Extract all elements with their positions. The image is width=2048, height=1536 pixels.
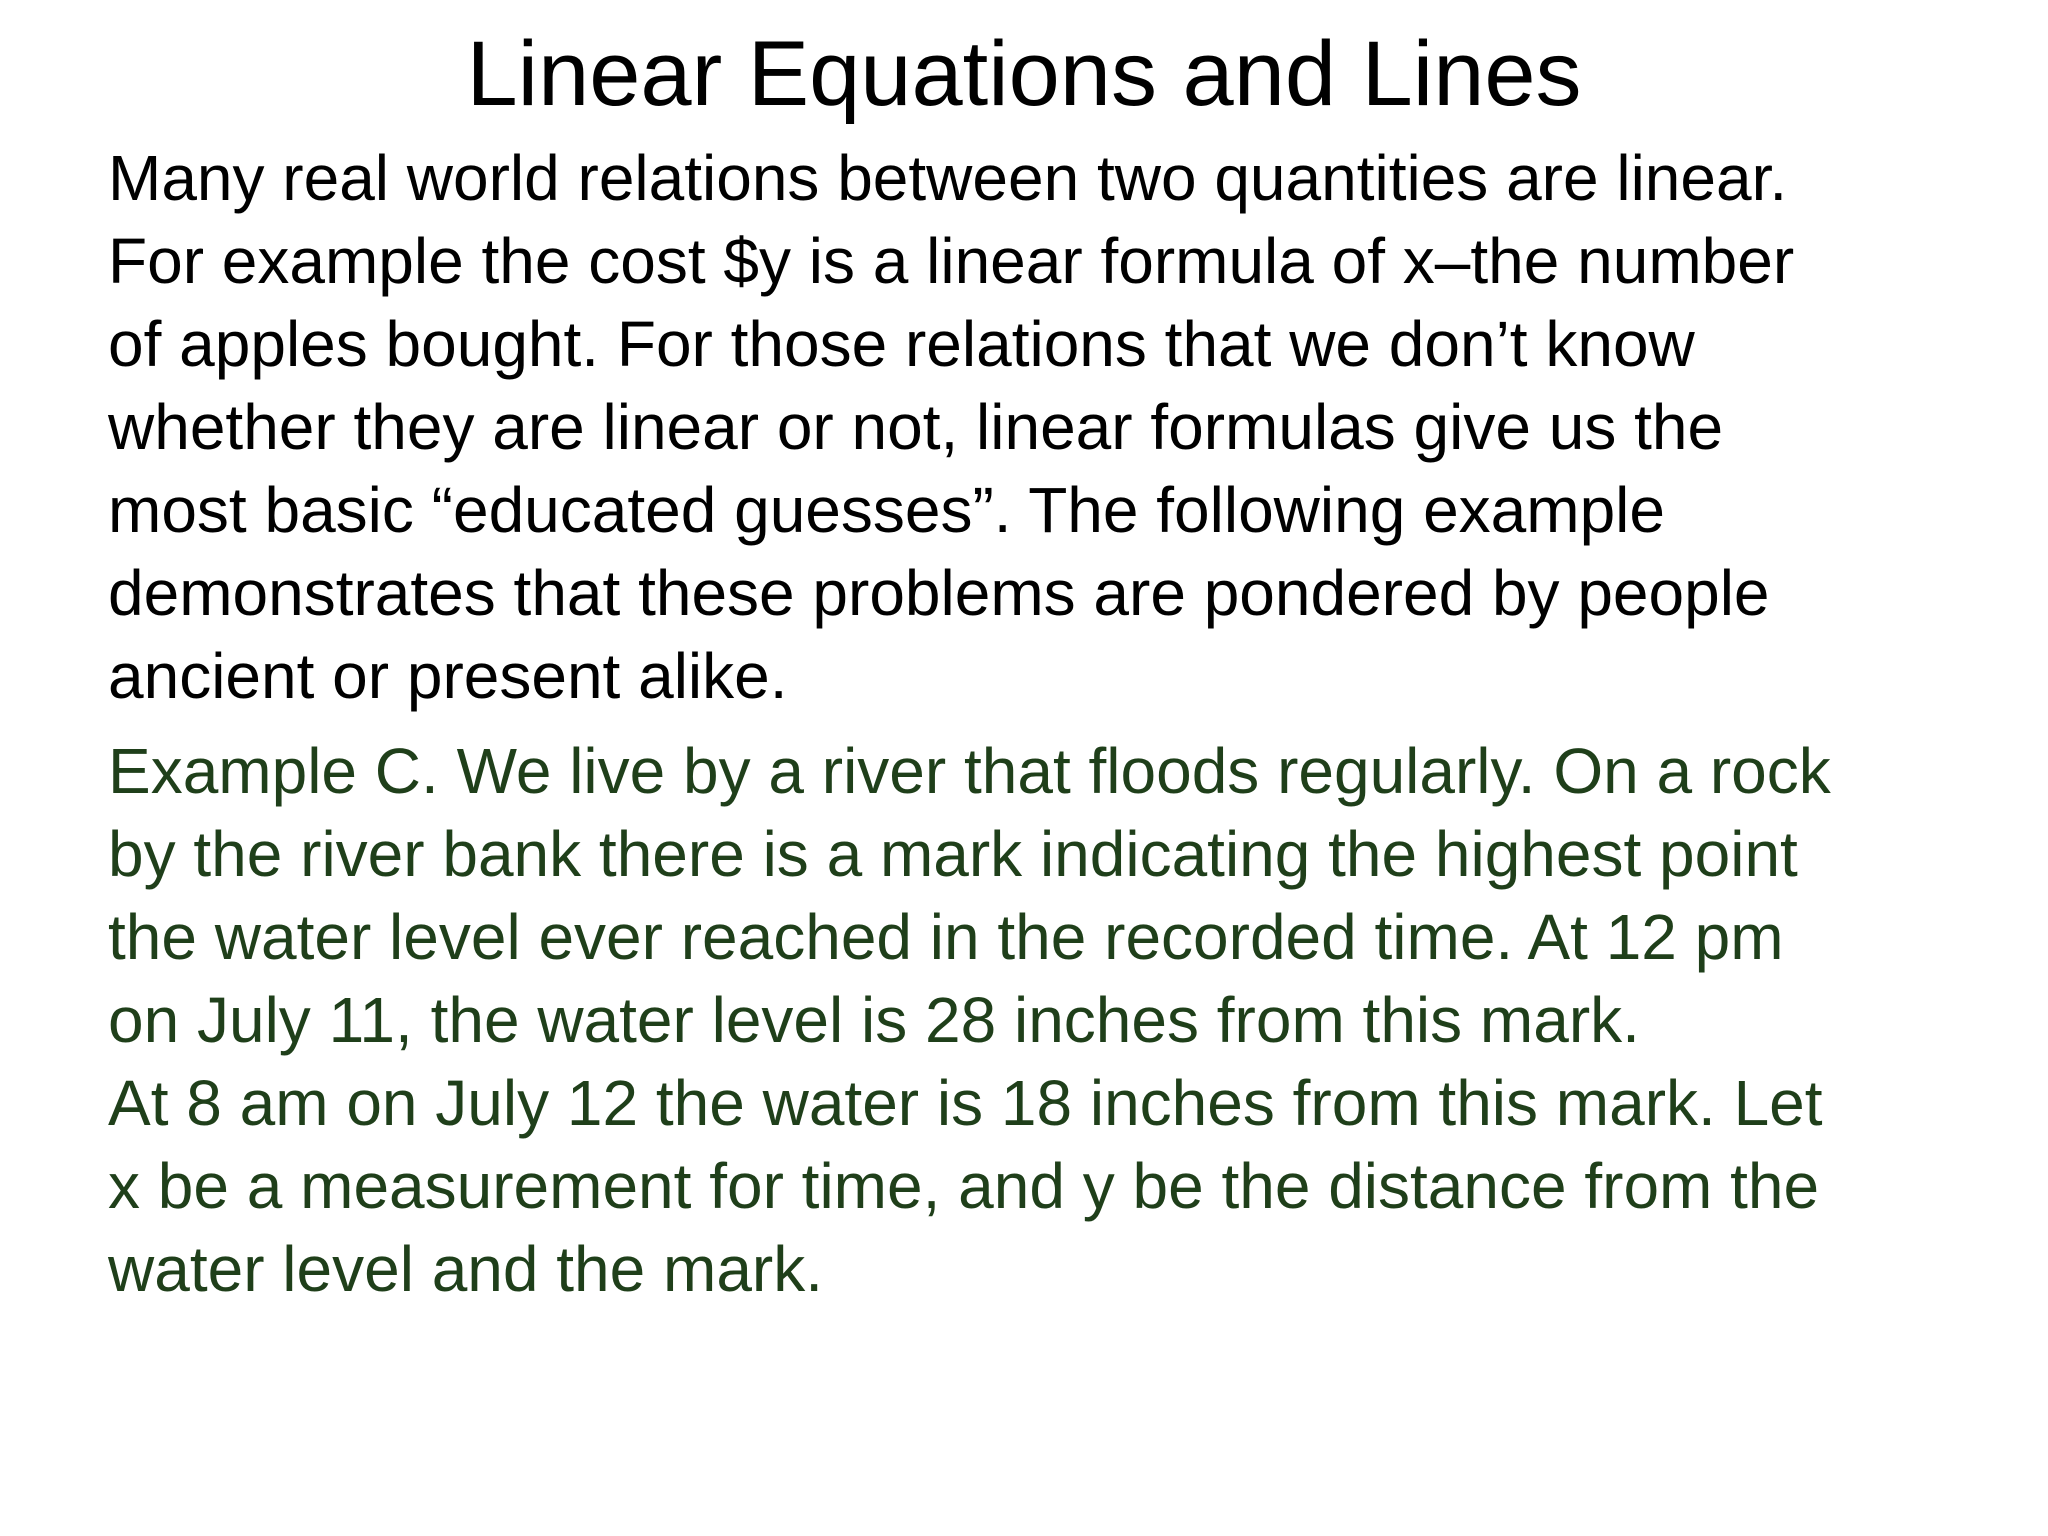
example-line: water level and the mark. bbox=[108, 1233, 823, 1305]
intro-line: whether they are linear or not, linear formulas give us the bbox=[108, 391, 1724, 463]
intro-line: demonstrates that these problems are pondered by people bbox=[108, 557, 1770, 629]
example-paragraph bbox=[108, 730, 2018, 1311]
example-line: At 8 am on July 12 the water is 18 inches from this mark. Let bbox=[108, 1067, 1823, 1139]
intro-line: most basic “educated guesses”. The following example bbox=[108, 474, 1665, 546]
intro-paragraph bbox=[108, 137, 2018, 718]
intro-line: For example the cost $y is a linear formula of x–the number bbox=[108, 225, 1795, 297]
slide-title: Linear Equations and Lines bbox=[466, 23, 1582, 125]
example-line: the water level ever reached in the recorded time. At 12 pm bbox=[108, 901, 1784, 973]
intro-line: ancient or present alike. bbox=[108, 640, 788, 712]
example-line: Example C. We live by a river that floods regularly. On a rock bbox=[108, 735, 1831, 807]
intro-line: of apples bought. For those relations that we don’t know bbox=[108, 308, 1695, 380]
intro-line: Many real world relations between two quantities are linear. bbox=[108, 142, 1788, 214]
example-line: on July 11, the water level is 28 inches from this mark. bbox=[108, 984, 1640, 1056]
example-line: x be a measurement for time, and y be the distance from the bbox=[108, 1150, 1820, 1222]
example-line: by the river bank there is a mark indicating the highest point bbox=[108, 818, 1798, 890]
